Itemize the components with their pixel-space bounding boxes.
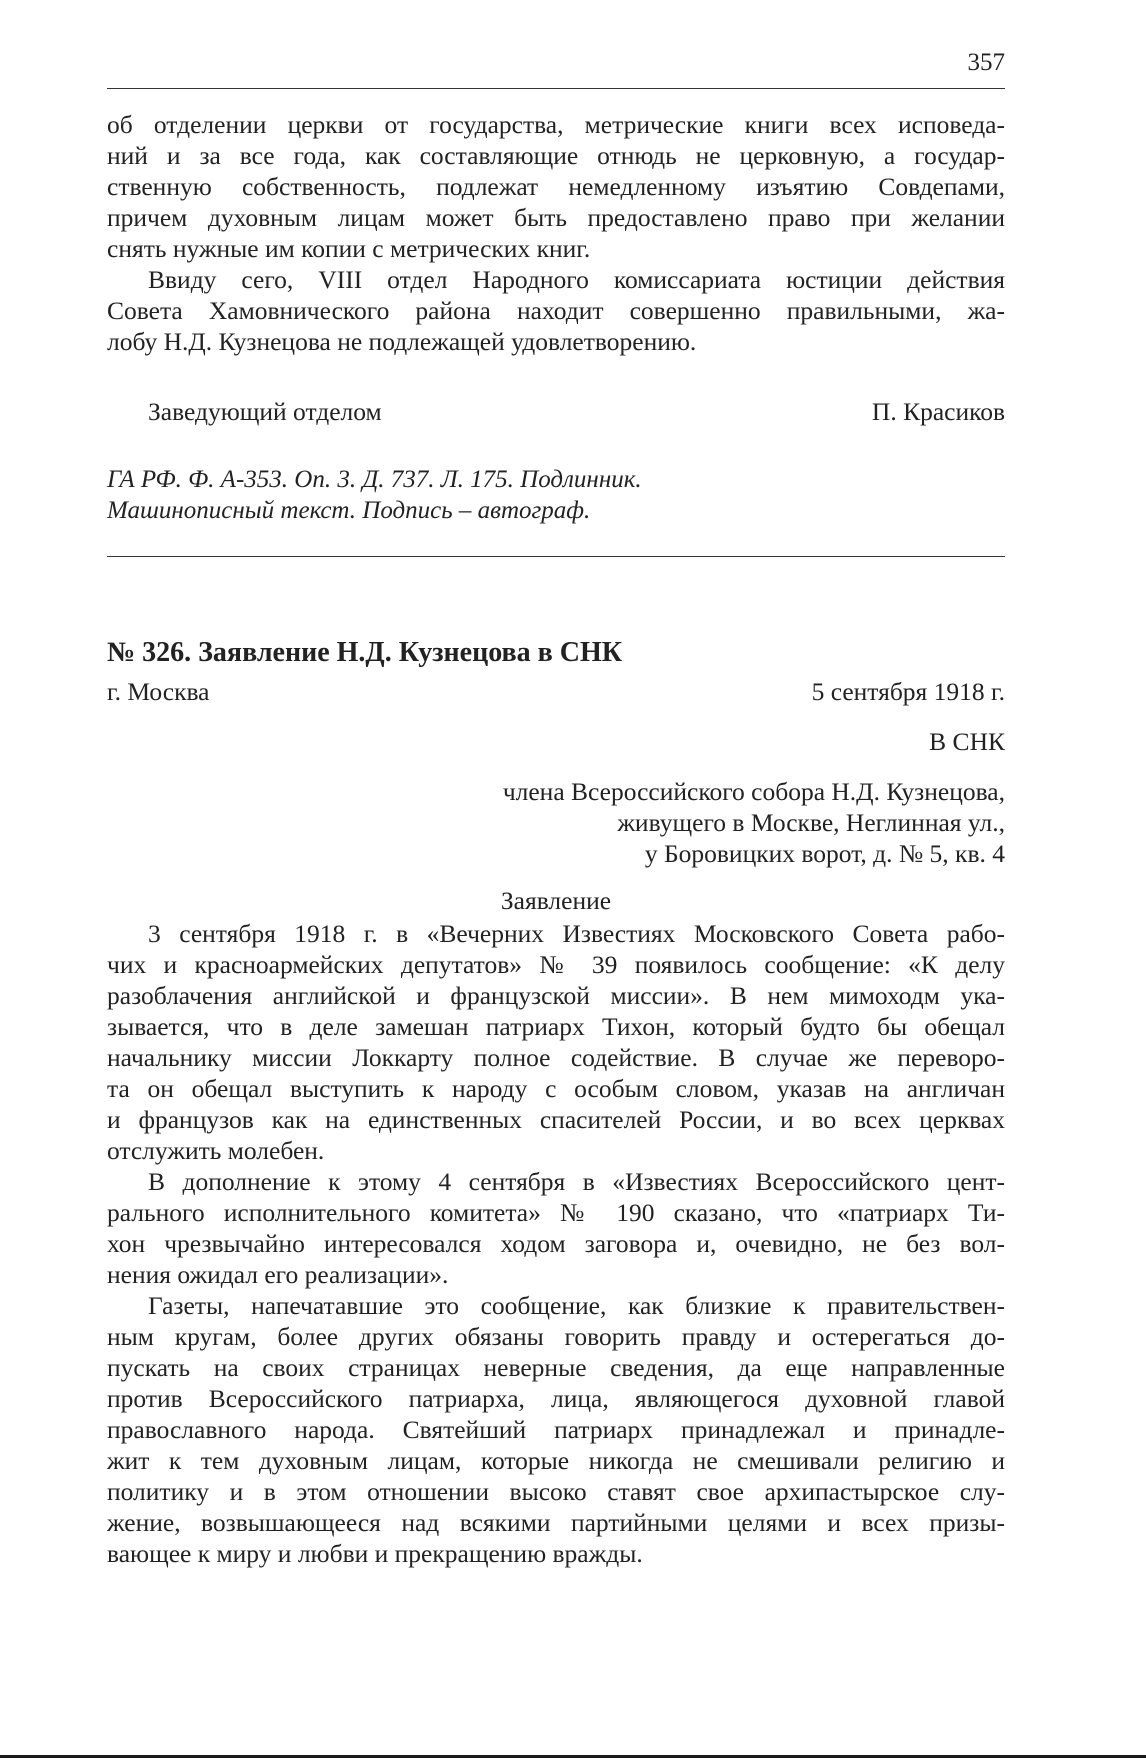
sender-line: у Боровицких ворот, д. № 5, кв. 4 xyxy=(644,839,1005,868)
document-separator-rule xyxy=(107,556,1005,557)
text-line: отслужить молебен. xyxy=(107,1136,325,1165)
text-line: причем духовным лицам может быть предоставлено право при желании xyxy=(107,203,1005,232)
sender-line: члена Всероссийского собора Н.Д. Кузнецова, xyxy=(502,777,1005,806)
text-line: пускать на своих страницах неверные сведения, да еще направленные xyxy=(107,1353,1005,1382)
text-line: снять нужные им копии с метрических книг. xyxy=(107,234,591,263)
document-place: г. Москва xyxy=(107,677,210,706)
text-line: лобу Н.Д. Кузнецова не подлежащей удовлетворению. xyxy=(107,327,697,356)
text-line: 3 сентября 1918 г. в «Вечерних Известиях Московского Совета рабо- xyxy=(148,919,1005,948)
sender-line: живущего в Москве, Неглинная ул., xyxy=(617,808,1005,837)
place-date-row xyxy=(107,676,1005,707)
text-line: против Всероссийского патриарха, лица, являющегося духовной главой xyxy=(107,1384,1005,1413)
text-line: об отделении церкви от государства, метрические книги всех исповеда- xyxy=(107,110,1005,139)
statement-heading: Заявление xyxy=(500,886,612,915)
text-line: политику и в этом отношении высоко ставят свое архипастырское слу- xyxy=(107,1477,1005,1506)
text-line: Совета Хамовнического района находит совершенно правильными, жа- xyxy=(107,296,1005,325)
page-number: 357 xyxy=(967,49,1005,76)
text-line: та он обещал выступить к народу с особым словом, указав на англичан xyxy=(107,1074,1005,1103)
text-line: ственную собственность, подлежат немедленному изъятию Совдепами, xyxy=(107,172,1005,201)
text-line: православного народа. Святейший патриарх принадлежал и принадле- xyxy=(107,1415,1005,1444)
document-title: № 326. Заявление Н.Д. Кузнецова в СНК xyxy=(107,637,623,668)
text-line: зывается, что в деле замешан патриарх Тихон, который будто бы обещал xyxy=(107,1012,1005,1041)
text-line: Газеты, напечатавшие это сообщение, как близкие к правительствен- xyxy=(148,1291,1005,1320)
text-line: вающее к миру и любви и прекращению вражды. xyxy=(107,1539,643,1568)
sender-block xyxy=(503,776,1005,869)
archive-line-2: Машинописный текст. Подпись – автограф. xyxy=(107,497,591,524)
document-date: 5 сентября 1918 г. xyxy=(811,677,1005,706)
archive-line-1: ГА РФ. Ф. А-353. Оп. 3. Д. 737. Л. 175. Подлинник. xyxy=(107,466,642,493)
signature-name: П. Красиков xyxy=(871,397,1005,426)
text-line: жение, возвышающееся над всякими партийными целями и всех призы- xyxy=(107,1508,1005,1537)
statement-paragraph-3 xyxy=(107,1290,1005,1569)
text-line: чих и красноармейских депутатов» № 39 появилось сообщение: «К делу xyxy=(107,950,1005,979)
header-rule xyxy=(107,88,1005,89)
statement-paragraph-2 xyxy=(107,1166,1005,1290)
text-line: В дополнение к этому 4 сентября в «Известиях Всероссийского цент- xyxy=(148,1167,1005,1196)
statement-paragraph-1 xyxy=(107,918,1005,1166)
text-line: ний и за все года, как составляющие отнюдь не церковную, а государ- xyxy=(107,141,1005,170)
archive-reference xyxy=(107,464,642,526)
prev-paragraph-2 xyxy=(107,264,1005,357)
text-line: начальнику миссии Локкарту полное содействие. В случае же переворо- xyxy=(107,1043,1005,1072)
signature-row xyxy=(148,396,1005,427)
text-line: нения ожидал его реализации». xyxy=(107,1260,449,1289)
text-line: ным кругам, более других обязаны говорить правду и остерегаться до- xyxy=(107,1322,1005,1351)
text-line: рального исполнительного комитета» № 190 сказано, что «патриарх Ти- xyxy=(107,1198,1005,1227)
text-line: хон чрезвычайно интересовался ходом заговора и, очевидно, не без вол- xyxy=(107,1229,1005,1258)
addressee: В СНК xyxy=(929,727,1005,756)
signature-position: Заведующий отделом xyxy=(148,397,382,426)
text-line: разоблачения английской и французской миссии». В нем мимоходм ука- xyxy=(107,981,1005,1010)
text-line: Ввиду сего, VIII отдел Народного комиссариата юстиции действия xyxy=(148,265,1005,294)
text-line: жит к тем духовным лицам, которые никогда не смешивали религию и xyxy=(107,1446,1005,1475)
prev-paragraph-1 xyxy=(107,109,1005,264)
text-line: и французов как на единственных спасителей России, и во всех церквах xyxy=(107,1105,1005,1134)
